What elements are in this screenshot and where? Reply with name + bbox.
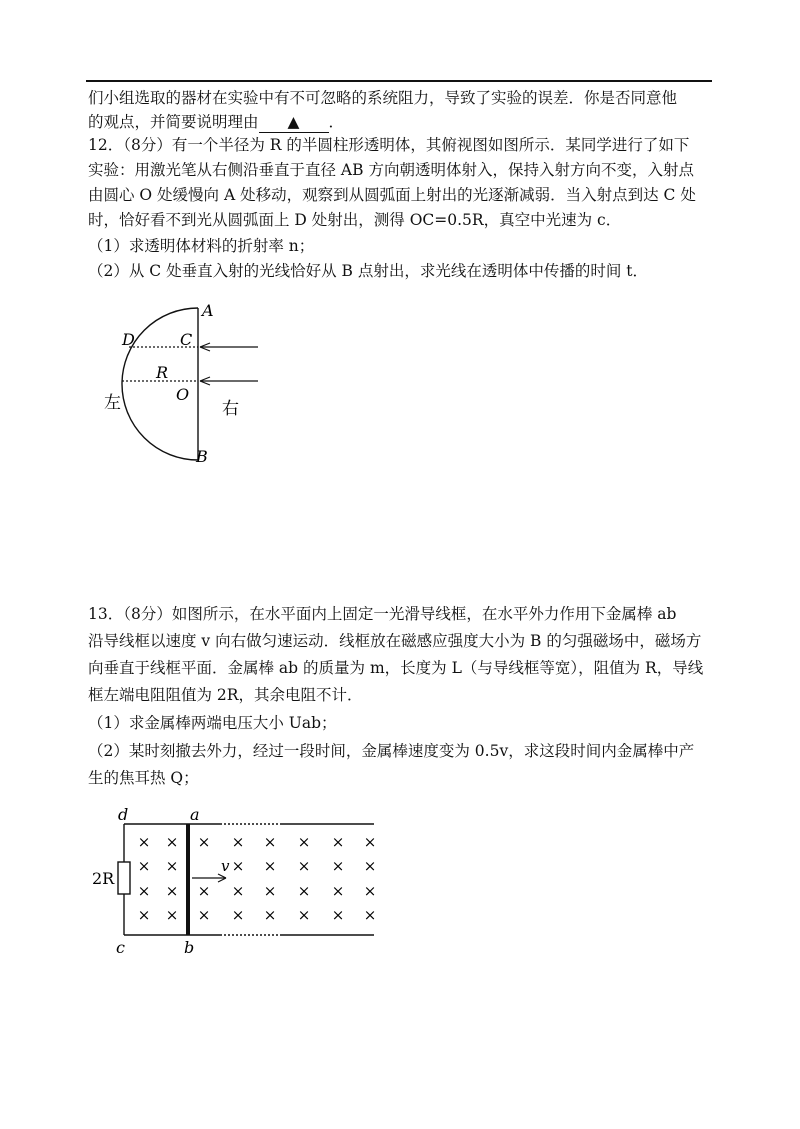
field-mark: ×: [363, 906, 377, 924]
field-mark: ×: [263, 857, 277, 875]
label-d: D: [122, 330, 135, 349]
q12-sub-2: （2）从 C 处垂直入射的光线恰好从 B 点射出，求光线在透明体中传播的时间 t．: [88, 262, 648, 280]
field-mark: ×: [137, 882, 151, 900]
field-mark: ×: [231, 857, 245, 875]
label-o: O: [176, 385, 190, 404]
q13-line-3: 向垂直于线框平面．金属棒 ab 的质量为 m，长度为 L（与导线框等宽），阻值为 R，导线: [88, 659, 704, 677]
field-mark: ×: [263, 882, 277, 900]
semicircle-figure: [0, 290, 300, 470]
label-b: b: [184, 938, 195, 957]
field-mark: ×: [231, 882, 245, 900]
q12-line-2: 实验：用激光笔从右侧沿垂直于直径 AB 方向朝透明体射入，保持入射方向不变，入射点: [88, 161, 694, 179]
label-c: c: [116, 938, 125, 957]
q11-line-2: [88, 112, 344, 133]
field-mark: ×: [231, 906, 245, 924]
q13-line-2: 沿导线框以速度 v 向右做匀速运动．线框放在磁感应强度大小为 B 的匀强磁场中，磁场方: [88, 632, 702, 650]
label-d: d: [118, 805, 129, 824]
q13-sub-1: （1）求金属棒两端电压大小 Uab；: [88, 714, 337, 732]
q11-line-2-suffix: ．: [328, 113, 345, 131]
field-mark: ×: [137, 857, 151, 875]
answer-blank: ▲: [259, 112, 329, 133]
field-mark: ×: [331, 906, 345, 924]
q12-line-4: 时，恰好看不到光从圆弧面上 D 处射出，测得 OC=0.5R，真空中光速为 c．: [88, 211, 622, 229]
label-b: B: [196, 447, 208, 466]
q12-line-3: 由圆心 O 处缓慢向 A 处移动，观察到从圆弧面上射出的光逐渐减弱．当入射点到达 C 处: [88, 186, 696, 204]
label-c: C: [180, 330, 193, 349]
field-mark: ×: [331, 882, 345, 900]
field-mark: ×: [165, 906, 179, 924]
field-mark: ×: [363, 857, 377, 875]
q11-line-2-prefix: 的观点，并简要说明理由: [88, 113, 259, 131]
field-mark: ×: [297, 833, 311, 851]
q13-sub-2-cont: 生的焦耳热 Q；: [88, 769, 199, 787]
label-a: A: [202, 301, 214, 320]
resistor: [118, 862, 130, 894]
field-mark: ×: [197, 833, 211, 851]
field-mark: ×: [165, 833, 179, 851]
q13-line-1: 13．（8分）如图所示，在水平面内上固定一光滑导线框，在水平外力作用下金属棒 ab: [88, 605, 677, 623]
field-mark: ×: [165, 857, 179, 875]
field-mark: ×: [297, 882, 311, 900]
field-mark: ×: [297, 857, 311, 875]
top-rule: [86, 80, 712, 82]
field-mark: ×: [231, 833, 245, 851]
field-mark: ×: [263, 833, 277, 851]
metal-rod: [186, 824, 190, 935]
label-v: v: [221, 857, 230, 875]
q11-line-1: 们小组选取的器材在实验中有不可忽略的系统阻力，导致了实验的误差．你是否同意他: [88, 89, 678, 107]
field-mark: ×: [363, 833, 377, 851]
rail-figure: [0, 800, 420, 960]
field-mark: ×: [263, 906, 277, 924]
q13-line-4: 框左端电阻阻值为 2R，其余电阻不计．: [88, 686, 363, 704]
field-mark: ×: [137, 833, 151, 851]
label-2r: 2R: [92, 869, 115, 888]
label-left: 左: [104, 393, 121, 413]
q12-line-1: 12．（8分）有一个半径为 R 的半圆柱形透明体，其俯视图如图所示．某同学进行了如下: [88, 136, 690, 154]
label-a: a: [190, 805, 200, 824]
field-mark: ×: [363, 882, 377, 900]
field-mark: ×: [137, 906, 151, 924]
field-mark: ×: [331, 857, 345, 875]
field-mark: ×: [197, 882, 211, 900]
q12-sub-1: （1）求透明体材料的折射率 n；: [88, 237, 315, 255]
label-r: R: [156, 363, 169, 382]
field-mark: ×: [297, 906, 311, 924]
magnetic-field-marks: [138, 833, 377, 924]
field-mark: ×: [331, 833, 345, 851]
label-right: 右: [222, 399, 239, 419]
field-mark: ×: [165, 882, 179, 900]
field-mark: ×: [197, 906, 211, 924]
q13-sub-2: （2）某时刻撤去外力，经过一段时间，金属棒速度变为 0.5v，求这段时间内金属棒中产: [88, 742, 695, 760]
